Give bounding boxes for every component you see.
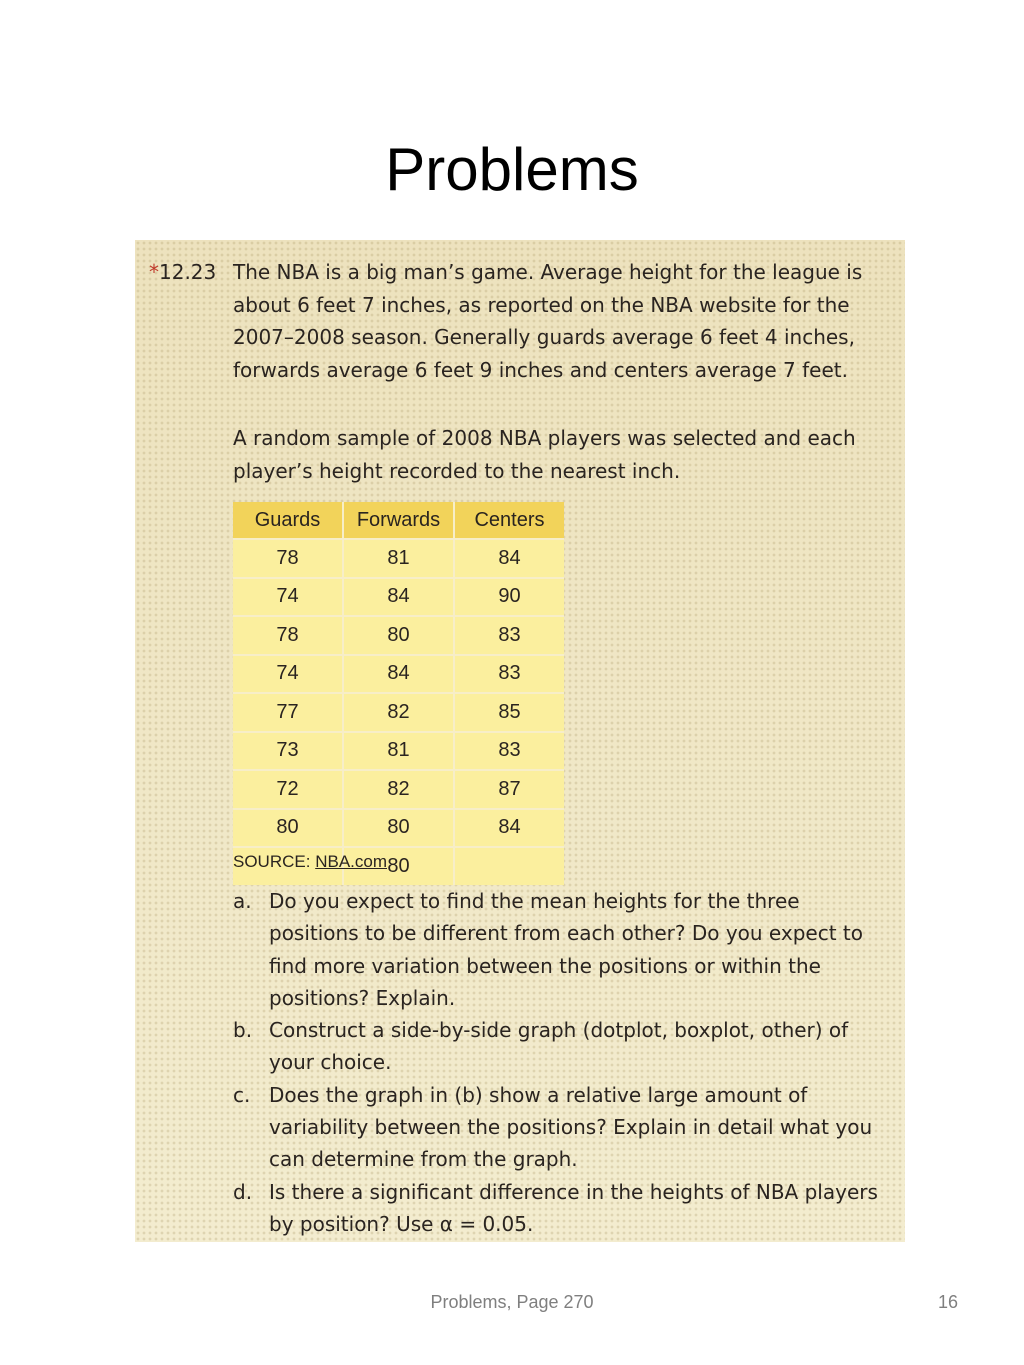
table-cell: 80 <box>343 847 454 885</box>
question-letter: c. <box>233 1082 251 1107</box>
source-label: SOURCE: <box>233 852 311 871</box>
table-cell: 77 <box>233 693 343 732</box>
table-cell: 74 <box>233 655 343 694</box>
question-b <box>233 1014 883 1079</box>
question-text: Does the graph in (b) show a relative large amount of variability between the positions? Explain in detail what you can determine from the graph. <box>269 1082 873 1172</box>
table-row <box>233 539 564 578</box>
table-cell: 90 <box>454 578 564 617</box>
source-link: NBA.com <box>315 852 387 871</box>
heights-table <box>233 502 564 885</box>
table-cell: 82 <box>343 693 454 732</box>
page-number: 16 <box>937 1292 958 1312</box>
table-cell: 81 <box>343 539 454 578</box>
table-cell: 78 <box>233 539 343 578</box>
table-cell: 84 <box>343 578 454 617</box>
table-cell: 84 <box>454 539 564 578</box>
question-d <box>233 1176 883 1241</box>
table-row <box>233 809 564 848</box>
textbook-scan <box>135 240 905 1242</box>
table-header-row <box>233 502 564 539</box>
table-cell: 83 <box>454 732 564 771</box>
problem-number-text: 12.23 <box>159 260 217 284</box>
table-cell: 80 <box>343 809 454 848</box>
table-row <box>233 655 564 694</box>
problem-sample-description: A random sample of 2008 NBA players was selected and each player’s height recorded to the nearest inch. <box>233 426 856 483</box>
table-row <box>233 693 564 732</box>
table-cell: 80 <box>343 616 454 655</box>
table-cell: 81 <box>343 732 454 771</box>
table-cell: 74 <box>233 578 343 617</box>
question-letter: d. <box>233 1179 253 1204</box>
table-cell: 73 <box>233 732 343 771</box>
table-cell: 83 <box>454 655 564 694</box>
table-row <box>233 578 564 617</box>
question-text: Construct a side-by-side graph (dotplot, boxplot, other) of your choice. <box>269 1018 849 1075</box>
question-letter: a. <box>233 889 252 913</box>
problem-number <box>149 260 216 284</box>
table-cell: 85 <box>454 693 564 732</box>
table-cell: 83 <box>454 616 564 655</box>
question-list <box>233 885 883 1240</box>
column-header-centers: Centers <box>454 502 564 539</box>
footer-caption: Problems, Page 270 <box>430 1292 594 1312</box>
question-a <box>233 885 883 1014</box>
table-row <box>233 732 564 771</box>
star-mark: * <box>149 260 159 284</box>
table-row <box>233 770 564 809</box>
table-cell: 87 <box>454 770 564 809</box>
table-cell: 80 <box>233 809 343 848</box>
question-letter: b. <box>233 1018 253 1043</box>
question-text: Do you expect to find the mean heights for the three positions to be different from each other? Do you expect to find more variation between the positions or within the positions? Explain. <box>269 889 863 1010</box>
question-text: Is there a significant difference in the heights of NBA players by position? Use α = 0.05. <box>269 1179 878 1236</box>
table-cell: 78 <box>233 616 343 655</box>
slide-title: Problems <box>385 136 639 203</box>
source-citation <box>233 852 387 872</box>
table-cell: 82 <box>343 770 454 809</box>
column-header-forwards: Forwards <box>343 502 454 539</box>
table-cell: 84 <box>454 809 564 848</box>
problem-intro: The NBA is a big man’s game. Average height for the league is about 6 feet 7 inches, as reported on the NBA website for the 2007–2008 season. Generally guards average 6 feet 4 inches, forwards average 6 feet 9 inches and centers average 7 feet. <box>233 260 863 382</box>
table-cell: 84 <box>343 655 454 694</box>
column-header-guards: Guards <box>233 502 343 539</box>
table-cell: 72 <box>233 770 343 809</box>
table-row <box>233 616 564 655</box>
table-cell <box>454 847 564 885</box>
question-c <box>233 1079 883 1176</box>
